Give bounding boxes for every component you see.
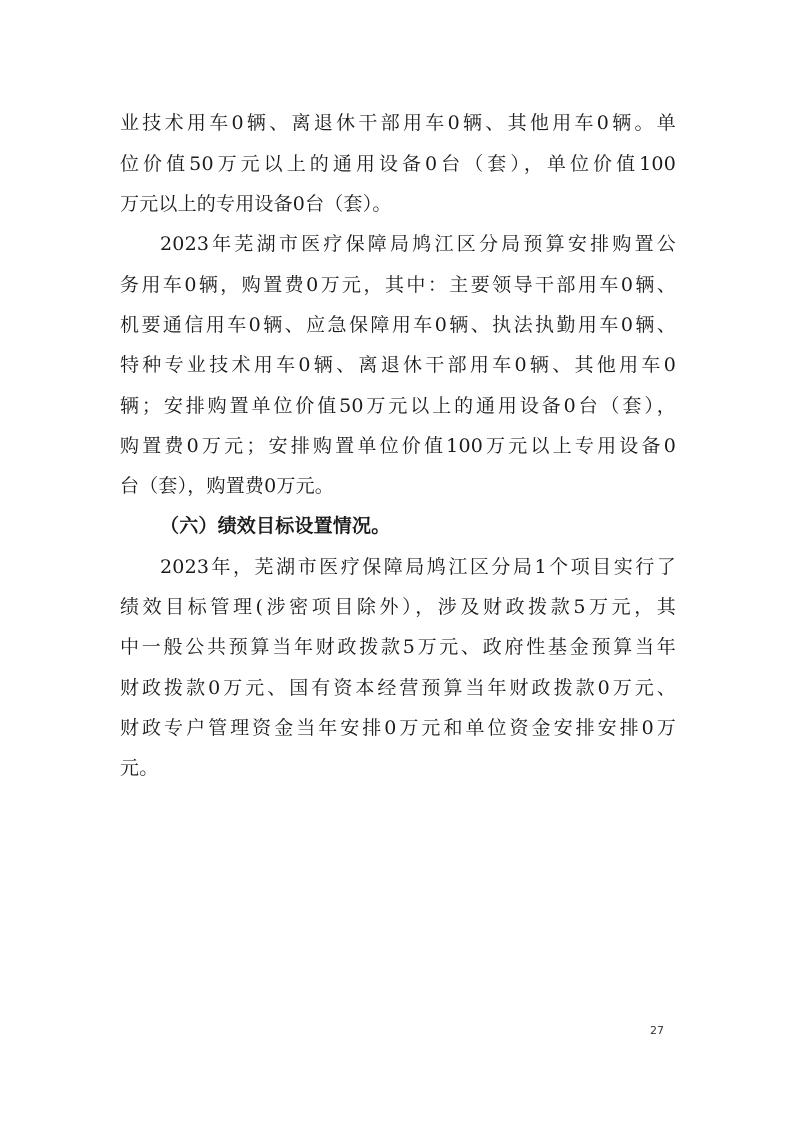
- paragraph-2-line-3: 机要通信用车0辆、应急保障用车0辆、执法执勤用车0辆、: [120, 314, 676, 336]
- paragraph-2-line-2: 务用车0辆，购置费0万元，其中：主要领导干部用车0辆、: [120, 274, 676, 296]
- paragraph-1-line-2: 位价值50万元以上的通用设备0台（套），单位价值100: [120, 153, 676, 175]
- page-number: 27: [650, 1024, 664, 1037]
- paragraph-3-line-6: 元。: [120, 757, 159, 779]
- paragraph-3-line-1: 2023年，芜湖市医疗保障局鸠江区分局1个项目实行了: [160, 556, 676, 578]
- paragraph-3-line-5: 财政专户管理资金当年安排0万元和单位资金安排安排0万: [120, 717, 676, 739]
- paragraph-1-line-1: 业技术用车0辆、离退休干部用车0辆、其他用车0辆。单: [120, 112, 676, 134]
- paragraph-3-line-4: 财政拨款0万元、国有资本经营预算当年财政拨款0万元、: [120, 677, 676, 699]
- paragraph-1-line-3: 万元以上的专用设备0台（套）。: [120, 193, 392, 215]
- paragraph-2-line-6: 购置费0万元；安排购置单位价值100万元以上专用设备0: [120, 435, 676, 457]
- paragraph-2-line-5: 辆；安排购置单位价值50万元以上的通用设备0台（套），: [120, 395, 676, 417]
- paragraph-3-line-2: 绩效目标管理(涉密项目除外），涉及财政拨款5万元，其: [120, 596, 676, 618]
- section-heading: （六）绩效目标设置情况。: [160, 515, 391, 537]
- paragraph-3-line-3: 中一般公共预算当年财政拨款5万元、政府性基金预算当年: [120, 636, 676, 658]
- paragraph-2-line-7: 台（套），购置费0万元。: [120, 475, 334, 497]
- paragraph-2-line-1: 2023年芜湖市医疗保障局鸠江区分局预算安排购置公: [160, 233, 676, 255]
- paragraph-2-line-4: 特种专业技术用车0辆、离退休干部用车0辆、其他用车0: [120, 354, 676, 376]
